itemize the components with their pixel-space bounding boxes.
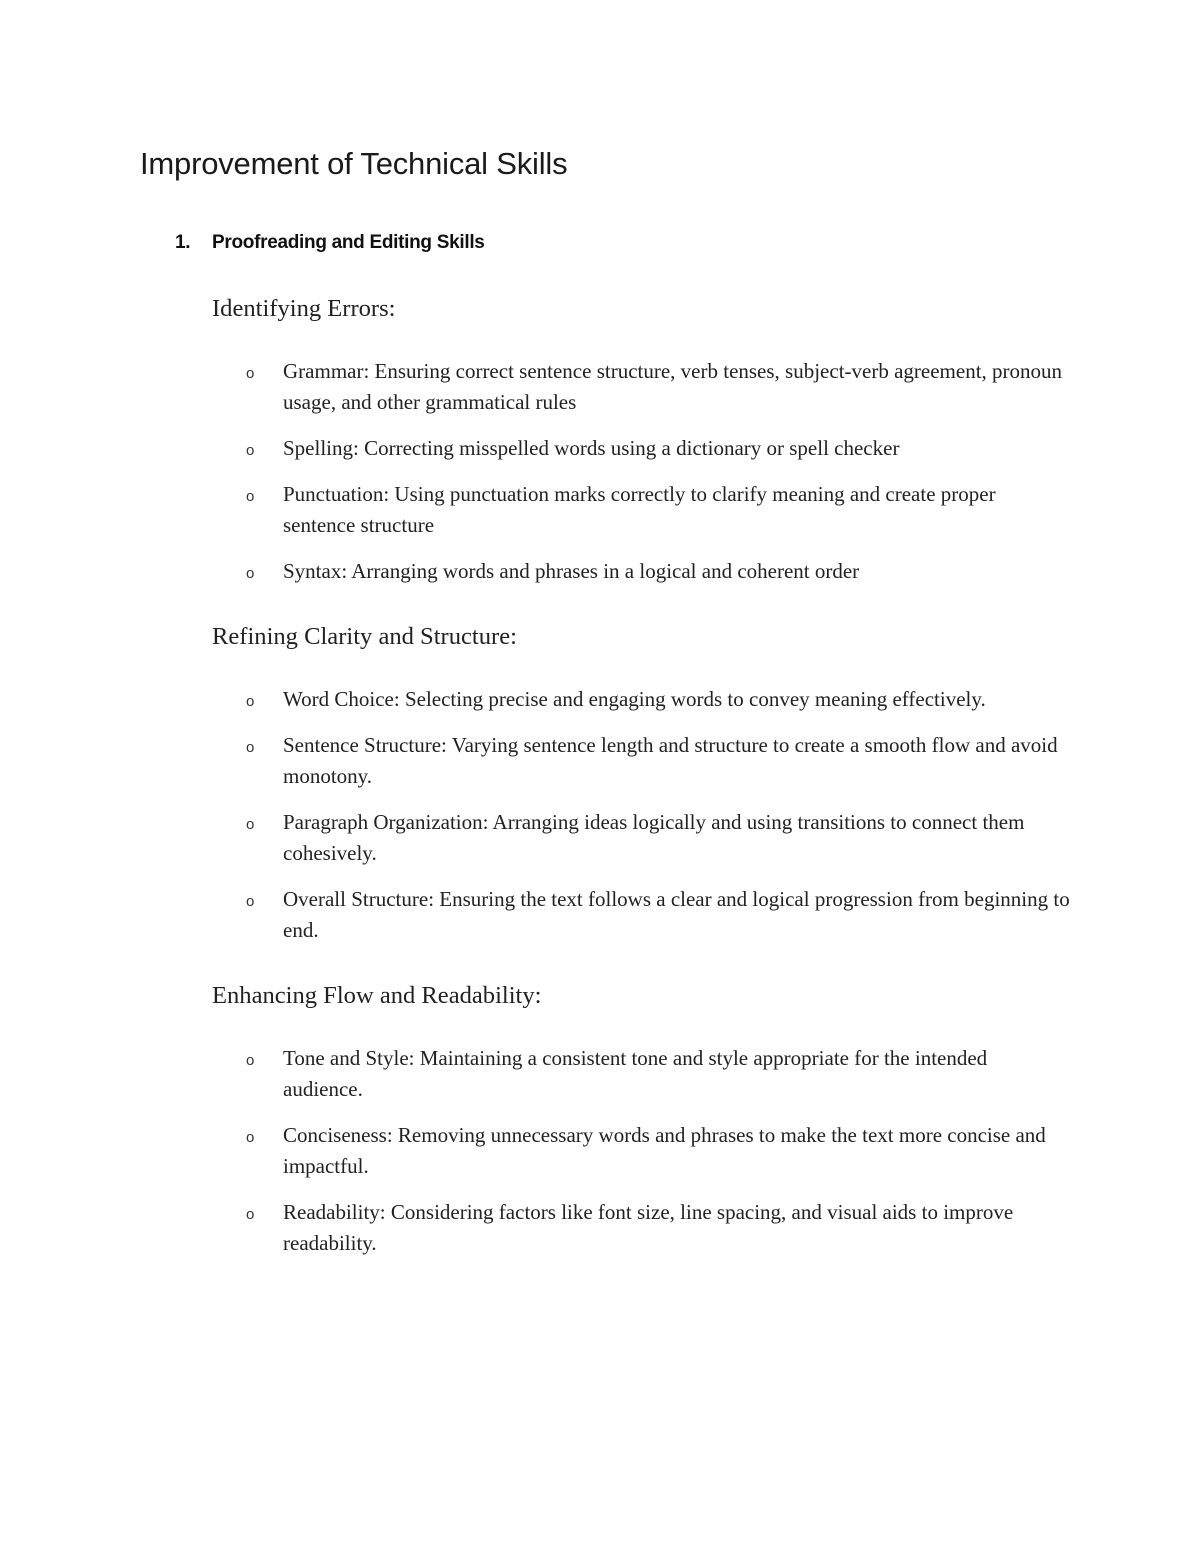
section-content [212, 293, 1072, 1293]
bullet-icon: o [246, 893, 255, 910]
bullet-list-enhancing-flow [212, 1043, 1072, 1259]
section-heading-text: Proofreading and Editing Skills [212, 232, 485, 253]
subheading-identifying-errors: Identifying Errors: [212, 295, 396, 322]
list-item-text: Sentence Structure: Varying sentence length and structure to create a smooth flow and avoid monotony. [283, 733, 1058, 788]
list-item [212, 479, 1072, 541]
bullet-icon: o [246, 488, 255, 505]
list-item-text: Conciseness: Removing unnecessary words and phrases to make the text more concise and impactful. [283, 1123, 1046, 1178]
list-item-text: Word Choice: Selecting precise and engaging words to convey meaning effectively. [283, 687, 986, 711]
list-item [212, 884, 1072, 946]
bullet-icon: o [246, 365, 255, 382]
list-item-text: Overall Structure: Ensuring the text follows a clear and logical progression from beginning to end. [283, 887, 1070, 942]
list-item-text: Grammar: Ensuring correct sentence structure, verb tenses, subject-verb agreement, pronoun usage, and other grammatical rules [283, 359, 1063, 414]
bullet-icon: o [246, 693, 255, 710]
bullet-icon: o [246, 1052, 255, 1069]
list-item [212, 1043, 1072, 1105]
subheading-enhancing-flow: Enhancing Flow and Readability: [212, 982, 542, 1009]
section-number: 1. [175, 232, 191, 253]
list-item-text: Paragraph Organization: Arranging ideas logically and using transitions to connect them cohesively. [283, 810, 1025, 865]
bullet-icon: o [246, 442, 255, 459]
list-item [212, 356, 1072, 418]
list-item-text: Punctuation: Using punctuation marks correctly to clarify meaning and create proper sentence structure [283, 482, 996, 537]
list-item-text: Tone and Style: Maintaining a consistent tone and style appropriate for the intended audience. [283, 1046, 988, 1101]
bullet-icon: o [246, 565, 255, 582]
list-item-text: Readability: Considering factors like font size, line spacing, and visual aids to improve readability. [283, 1200, 1014, 1255]
list-item-text: Syntax: Arranging words and phrases in a logical and coherent order [283, 559, 860, 583]
bullet-icon: o [246, 739, 255, 756]
bullet-icon: o [246, 816, 255, 833]
list-item [212, 730, 1072, 792]
bullet-list-refining-clarity [212, 684, 1072, 946]
subheading-refining-clarity: Refining Clarity and Structure: [212, 623, 517, 650]
list-item [212, 1120, 1072, 1182]
list-item [212, 433, 1072, 464]
bullet-icon: o [246, 1206, 255, 1223]
list-item [212, 556, 1072, 587]
list-item [212, 1197, 1072, 1259]
bullet-list-identifying-errors [212, 356, 1072, 587]
list-item-text: Spelling: Correcting misspelled words using a dictionary or spell checker [283, 436, 900, 460]
list-item [212, 684, 1072, 715]
bullet-icon: o [246, 1129, 255, 1146]
section-heading [175, 228, 485, 258]
list-item [212, 807, 1072, 869]
page-title: Improvement of Technical Skills [140, 146, 568, 181]
